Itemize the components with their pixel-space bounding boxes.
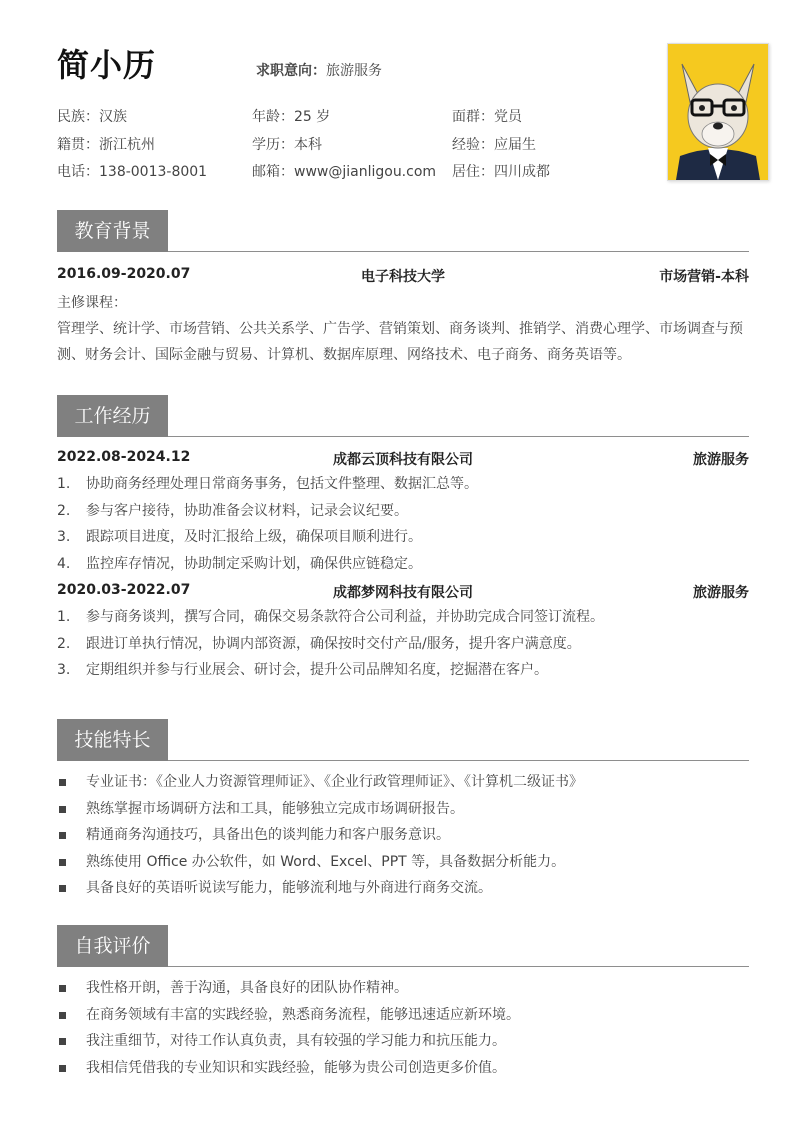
section-title-education: 教育背景 [57,210,168,252]
profile-photo [667,43,769,181]
education-row [57,266,749,288]
skill-item [57,875,749,902]
section-divider [168,760,749,761]
section-divider [168,436,749,437]
info-experience: 经验：应届生 [452,137,536,153]
duty-text: 监控库存情况，协助制定采购计划，确保供应链稳定。 [86,555,422,572]
duty-item [57,604,749,631]
skill-text: 熟练掌握市场调研方法和工具，能够独立完成市场调研报告。 [86,800,464,817]
duty-number: 3. [57,662,71,678]
section-title-work: 工作经历 [57,395,168,437]
education-school: 电子科技大学 [361,269,445,285]
square-bullet-icon [59,1038,66,1045]
job-position: 旅游服务 [693,585,749,601]
duty-item [57,551,749,578]
skill-item [57,849,749,876]
duty-text: 参与商务谈判，撰写合同，确保交易条款符合公司利益，并协助完成合同签订流程。 [86,609,604,625]
skill-text: 专业证书：《企业人力资源管理师证》、《企业行政管理师证》、《计算机二级证书》 [86,774,583,790]
duty-item [57,524,749,551]
evaluation-text: 在商务领域有丰富的实践经验，熟悉商务流程，能够迅速适应新环境。 [86,1006,520,1023]
self-evaluation-section [57,925,749,1081]
duty-text: 定期组织并参与行业展会、研讨会，提升公司品牌知名度，挖掘潜在客户。 [86,662,548,678]
education-section [57,210,749,368]
evaluation-text: 我注重细节，对待工作认真负责，具有较强的学习能力和抗压能力。 [86,1033,506,1049]
square-bullet-icon [59,859,66,866]
skill-text: 具备良好的英语听说读写能力，能够流利地与外商进行商务交流。 [86,880,492,896]
duty-text: 跟踪项目进度，及时汇报给上级，确保项目顺利进行。 [86,529,422,545]
evaluation-item [57,1002,749,1029]
duty-number: 4. [57,555,71,572]
skill-item [57,769,749,796]
evaluation-text: 我性格开朗，善于沟通，具备良好的团队协作精神。 [86,980,408,996]
skill-text: 熟练使用 Office 办公软件，如 Word、Excel、PPT 等，具备数据分析能力。 [86,853,566,870]
duty-text: 跟进订单执行情况，协调内部资源，确保按时交付产品/服务，提升客户满意度。 [86,635,581,652]
evaluation-item [57,1028,749,1055]
square-bullet-icon [59,985,66,992]
work-section [57,395,749,684]
education-major: 市场营销-本科 [659,269,749,285]
duty-number: 3. [57,529,71,545]
square-bullet-icon [59,1065,66,1072]
duty-item [57,471,749,498]
square-bullet-icon [59,806,66,813]
courses-label: 主修课程： [57,295,127,311]
section-divider [168,251,749,252]
job-row [57,582,749,604]
info-email: 邮箱：www@jianligou.com [252,164,437,180]
skill-item [57,796,749,823]
square-bullet-icon [59,885,66,892]
candidate-name: 简小历 [57,46,157,84]
duty-number: 2. [57,635,71,652]
job-company: 成都云顶科技有限公司 [333,452,473,468]
square-bullet-icon [59,779,66,786]
skill-item [57,822,749,849]
evaluation-text: 我相信凭借我的专业知识和实践经验，能够为贵公司创造更多价值。 [86,1059,506,1076]
info-education: 学历：本科 [252,137,322,153]
courses-line-1: 管理学、统计学、市场营销、公共关系学、广告学、营销策划、商务谈判、推销学、消费心理学、市场调查与预 [57,321,743,337]
job-date: 2022.08-2024.12 [57,449,191,465]
section-title-skills: 技能特长 [57,719,168,761]
job-intent-label: 求职意向： [256,63,326,79]
info-residence: 居住：四川成都 [452,164,550,180]
job-row [57,449,749,471]
duty-item [57,657,749,684]
info-hometown: 籍贯：浙江杭州 [57,137,155,153]
evaluation-item [57,975,749,1002]
duty-item [57,631,749,658]
education-date: 2016.09-2020.07 [57,266,191,282]
evaluation-item [57,1055,749,1082]
duty-number: 1. [57,609,71,625]
section-title-self-evaluation: 自我评价 [57,925,168,967]
info-politics: 面群：党员 [452,109,522,125]
duty-number: 2. [57,502,71,519]
courses-line-2: 测、财务会计、国际金融与贸易、计算机、数据库原理、网络技术、电子商务、商务英语等。 [57,347,631,363]
square-bullet-icon [59,1012,66,1019]
section-divider [168,966,749,967]
job-company: 成都梦网科技有限公司 [333,585,473,601]
job-date: 2020.03-2022.07 [57,582,191,598]
info-age: 年龄：25 岁 [252,109,331,125]
info-phone: 电话：138-0013-8001 [57,164,208,180]
info-ethnicity: 民族：汉族 [57,109,127,125]
skills-section [57,719,749,902]
job-intent [256,60,382,80]
job-position: 旅游服务 [693,452,749,468]
square-bullet-icon [59,832,66,839]
duty-text: 协助商务经理处理日常商务事务，包括文件整理、数据汇总等。 [86,476,478,492]
job-intent-value: 旅游服务 [326,63,382,79]
skill-text: 精通商务沟通技巧，具备出色的谈判能力和客户服务意识。 [86,827,450,843]
duty-item [57,498,749,525]
duty-number: 1. [57,476,71,492]
duty-text: 参与客户接待，协助准备会议材料，记录会议纪要。 [86,502,408,519]
